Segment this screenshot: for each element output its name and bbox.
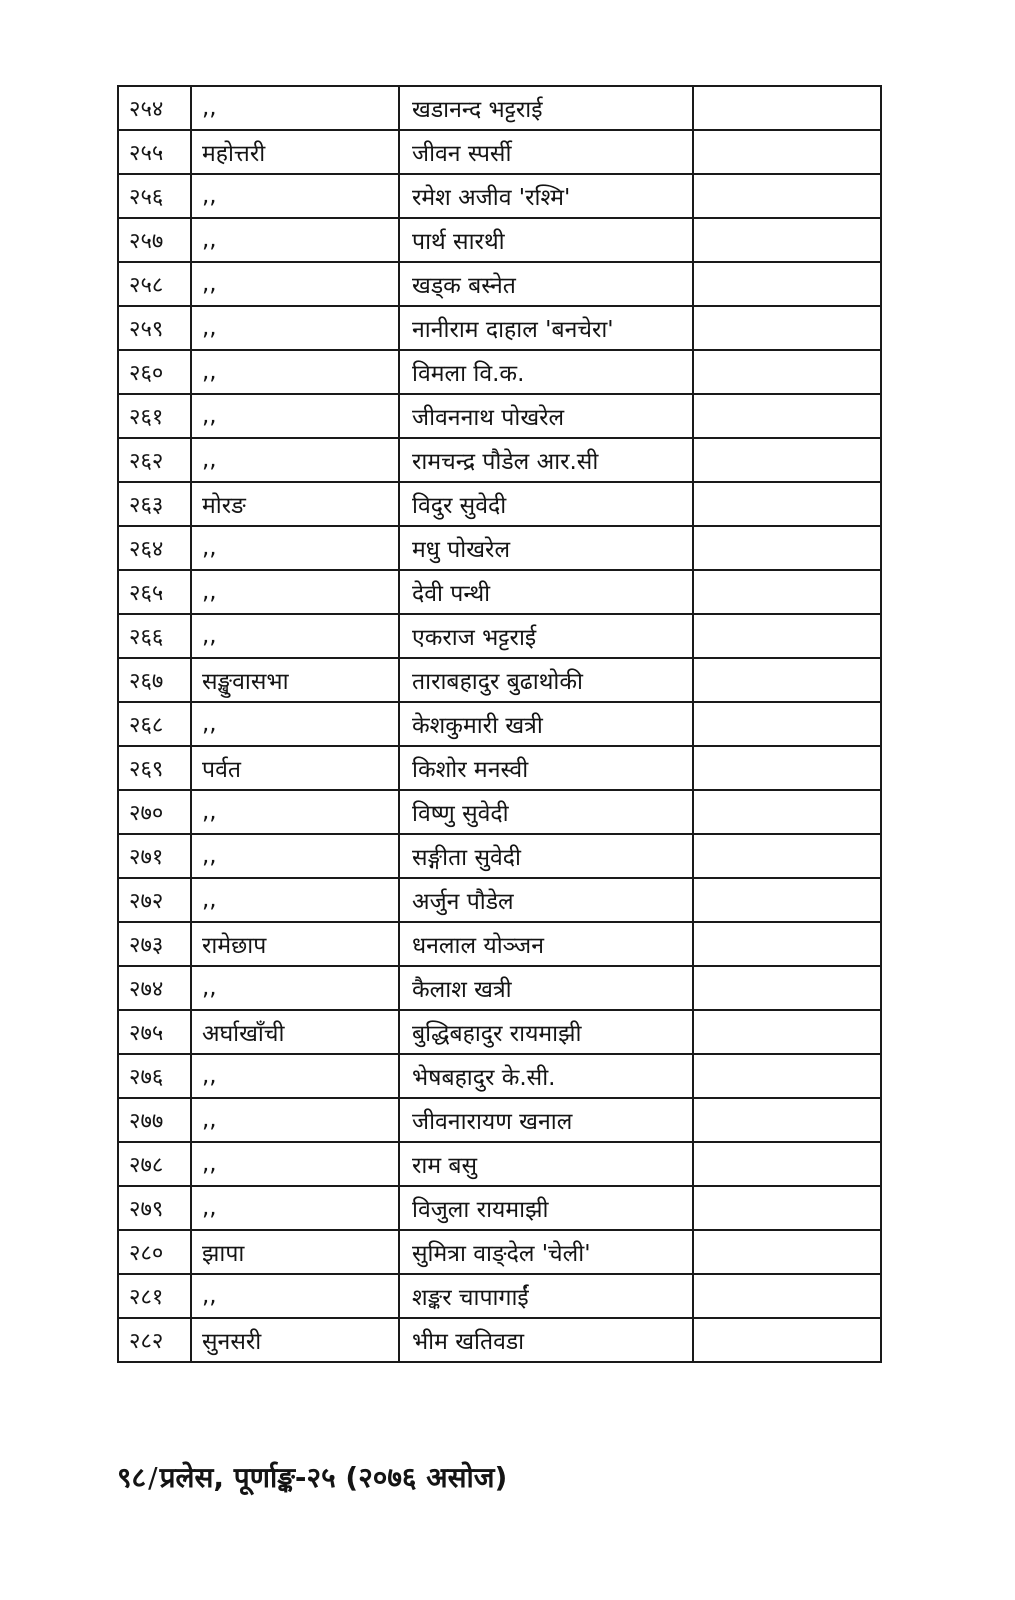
remark-cell (693, 966, 881, 1010)
serial-number-cell: २६१ (118, 394, 191, 438)
name-cell: शङ्कर चापागाईं (399, 1274, 693, 1318)
name-cell: रामचन्द्र पौडेल आर.सी (399, 438, 693, 482)
table-row (118, 1318, 881, 1362)
name-cell: विदुर सुवेदी (399, 482, 693, 526)
remark-cell (693, 1142, 881, 1186)
district-cell: सुनसरी (191, 1318, 399, 1362)
serial-number-cell: २५५ (118, 130, 191, 174)
serial-number-cell: २६३ (118, 482, 191, 526)
serial-number-cell: २५८ (118, 262, 191, 306)
remark-cell (693, 1010, 881, 1054)
remark-cell (693, 394, 881, 438)
serial-number-cell: २६८ (118, 702, 191, 746)
serial-number-cell: २५६ (118, 174, 191, 218)
table-row (118, 1274, 881, 1318)
remark-cell (693, 86, 881, 130)
remark-cell (693, 526, 881, 570)
serial-number-cell: २७१ (118, 834, 191, 878)
serial-number-cell: २६५ (118, 570, 191, 614)
table-row (118, 570, 881, 614)
remark-cell (693, 1318, 881, 1362)
table-row (118, 438, 881, 482)
remark-cell (693, 482, 881, 526)
table-row (118, 1230, 881, 1274)
name-cell: कैलाश खत्री (399, 966, 693, 1010)
remark-cell (693, 1230, 881, 1274)
table-row (118, 130, 881, 174)
district-cell: ,, (191, 614, 399, 658)
table-row (118, 878, 881, 922)
serial-number-cell: २८० (118, 1230, 191, 1274)
serial-number-cell: २७७ (118, 1098, 191, 1142)
remark-cell (693, 702, 881, 746)
table-row (118, 174, 881, 218)
remark-cell (693, 878, 881, 922)
remark-cell (693, 174, 881, 218)
remark-cell (693, 262, 881, 306)
table-row (118, 922, 881, 966)
district-cell: ,, (191, 86, 399, 130)
name-cell: सङ्गीता सुवेदी (399, 834, 693, 878)
table-row (118, 614, 881, 658)
name-cell: रमेश अजीव 'रश्मि' (399, 174, 693, 218)
serial-number-cell: २८१ (118, 1274, 191, 1318)
remark-cell (693, 834, 881, 878)
district-cell: ,, (191, 526, 399, 570)
serial-number-cell: २५७ (118, 218, 191, 262)
name-cell: देवी पन्थी (399, 570, 693, 614)
name-cell: नानीराम दाहाल 'बनचेरा' (399, 306, 693, 350)
district-cell: महोत्तरी (191, 130, 399, 174)
district-cell: झापा (191, 1230, 399, 1274)
table-row (118, 790, 881, 834)
publication-name: प्रलेस (159, 1461, 214, 1494)
serial-number-cell: २६२ (118, 438, 191, 482)
table-body (118, 86, 881, 1362)
serial-number-cell: २७६ (118, 1054, 191, 1098)
serial-number-cell: २७८ (118, 1142, 191, 1186)
district-cell: सङ्खुवासभा (191, 658, 399, 702)
district-cell: मोरङ (191, 482, 399, 526)
table-row (118, 394, 881, 438)
name-cell: बुद्धिबहादुर रायमाझी (399, 1010, 693, 1054)
name-cell: धनलाल योञ्जन (399, 922, 693, 966)
district-cell: ,, (191, 1186, 399, 1230)
name-cell: ताराबहादुर बुढाथोकी (399, 658, 693, 702)
table-row (118, 966, 881, 1010)
name-cell: किशोर मनस्वी (399, 746, 693, 790)
district-cell: ,, (191, 1142, 399, 1186)
district-cell: पर्वत (191, 746, 399, 790)
name-cell: केशकुमारी खत्री (399, 702, 693, 746)
serial-number-cell: २६४ (118, 526, 191, 570)
table-row (118, 1186, 881, 1230)
district-cell: ,, (191, 790, 399, 834)
remark-cell (693, 306, 881, 350)
table-row (118, 262, 881, 306)
serial-number-cell: २५९ (118, 306, 191, 350)
name-cell: भेषबहादुर के.सी. (399, 1054, 693, 1098)
author-list-table (117, 85, 882, 1363)
table-row (118, 482, 881, 526)
table-row (118, 86, 881, 130)
name-cell: जीवन स्पर्सी (399, 130, 693, 174)
remark-cell (693, 1274, 881, 1318)
remark-cell (693, 1186, 881, 1230)
serial-number-cell: २५४ (118, 86, 191, 130)
name-cell: पार्थ सारथी (399, 218, 693, 262)
table-row (118, 1098, 881, 1142)
serial-number-cell: २६९ (118, 746, 191, 790)
table-row (118, 526, 881, 570)
name-cell: अर्जुन पौडेल (399, 878, 693, 922)
name-cell: जीवनारायण खनाल (399, 1098, 693, 1142)
serial-number-cell: २६० (118, 350, 191, 394)
district-cell: ,, (191, 878, 399, 922)
table-row (118, 1142, 881, 1186)
district-cell: ,, (191, 1054, 399, 1098)
district-cell: ,, (191, 306, 399, 350)
table-row (118, 702, 881, 746)
table-row (118, 1010, 881, 1054)
district-cell: ,, (191, 1274, 399, 1318)
serial-number-cell: २७४ (118, 966, 191, 1010)
table-row (118, 658, 881, 702)
remark-cell (693, 746, 881, 790)
name-cell: विष्णु सुवेदी (399, 790, 693, 834)
remark-cell (693, 790, 881, 834)
remark-cell (693, 922, 881, 966)
footer-separator: / (148, 1461, 158, 1494)
district-cell: ,, (191, 218, 399, 262)
page-number: ९८ (117, 1461, 147, 1494)
remark-cell (693, 570, 881, 614)
name-cell: खडानन्द भट्टराई (399, 86, 693, 130)
district-cell: रामेछाप (191, 922, 399, 966)
name-cell: एकराज भट्टराई (399, 614, 693, 658)
name-cell: मधु पोखरेल (399, 526, 693, 570)
serial-number-cell: २७० (118, 790, 191, 834)
serial-number-cell: २७९ (118, 1186, 191, 1230)
district-cell: ,, (191, 262, 399, 306)
remark-cell (693, 130, 881, 174)
district-cell: ,, (191, 174, 399, 218)
serial-number-cell: २७५ (118, 1010, 191, 1054)
district-cell: ,, (191, 702, 399, 746)
name-cell: सुमित्रा वाङ्देल 'चेली' (399, 1230, 693, 1274)
district-cell: ,, (191, 966, 399, 1010)
remark-cell (693, 350, 881, 394)
remark-cell (693, 658, 881, 702)
district-cell: ,, (191, 394, 399, 438)
remark-cell (693, 218, 881, 262)
table-row (118, 1054, 881, 1098)
page-footer (117, 1458, 507, 1496)
serial-number-cell: २६७ (118, 658, 191, 702)
serial-number-cell: २८२ (118, 1318, 191, 1362)
serial-number-cell: २७२ (118, 878, 191, 922)
remark-cell (693, 1098, 881, 1142)
issue-info: , पूर्णाङ्क-२५ (२०७६ असोज) (213, 1461, 508, 1494)
name-cell: विमला वि.क. (399, 350, 693, 394)
district-cell: अर्घाखाँची (191, 1010, 399, 1054)
remark-cell (693, 438, 881, 482)
name-cell: राम बसु (399, 1142, 693, 1186)
serial-number-cell: २७३ (118, 922, 191, 966)
name-cell: खड्क बस्नेत (399, 262, 693, 306)
name-cell: विजुला रायमाझी (399, 1186, 693, 1230)
table-row (118, 746, 881, 790)
district-cell: ,, (191, 1098, 399, 1142)
district-cell: ,, (191, 834, 399, 878)
remark-cell (693, 1054, 881, 1098)
district-cell: ,, (191, 438, 399, 482)
district-cell: ,, (191, 350, 399, 394)
table-row (118, 306, 881, 350)
table-row (118, 834, 881, 878)
serial-number-cell: २६६ (118, 614, 191, 658)
name-cell: भीम खतिवडा (399, 1318, 693, 1362)
table-row (118, 350, 881, 394)
district-cell: ,, (191, 570, 399, 614)
table-row (118, 218, 881, 262)
name-cell: जीवननाथ पोखरेल (399, 394, 693, 438)
remark-cell (693, 614, 881, 658)
